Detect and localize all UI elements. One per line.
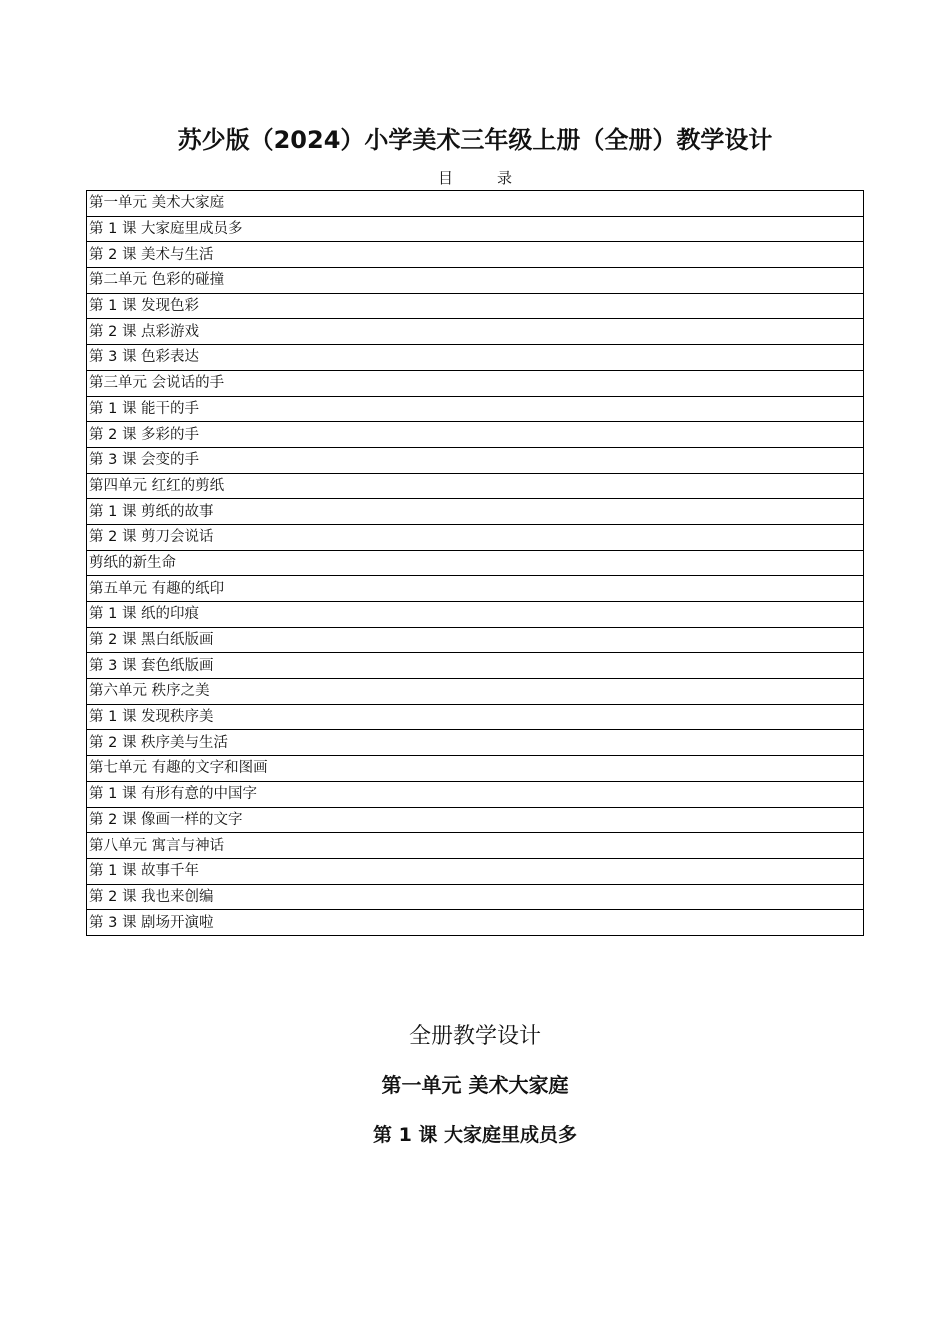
toc-entry: 第 1 课 有形有意的中国字 (87, 781, 864, 807)
toc-entry: 第 1 课 大家庭里成员多 (87, 216, 864, 242)
toc-row (87, 524, 864, 550)
toc-row (87, 781, 864, 807)
toc-row (87, 704, 864, 730)
toc-row (87, 627, 864, 653)
toc-entry: 第 2 课 剪刀会说话 (87, 524, 864, 550)
toc-row (87, 293, 864, 319)
document-title: 苏少版（2024）小学美术三年级上册（全册）教学设计 (177, 126, 773, 154)
toc-entry: 第八单元 寓言与神话 (87, 833, 864, 859)
toc-row (87, 756, 864, 782)
toc-entry: 第 2 课 我也来创编 (87, 884, 864, 910)
toc-entry: 第三单元 会说话的手 (87, 370, 864, 396)
toc-row (87, 550, 864, 576)
toc-row (87, 858, 864, 884)
toc-row (87, 268, 864, 294)
toc-row (87, 910, 864, 936)
toc-entry: 第 2 课 美术与生活 (87, 242, 864, 268)
toc-row (87, 370, 864, 396)
toc-entry: 第五单元 有趣的纸印 (87, 576, 864, 602)
toc-row (87, 833, 864, 859)
toc-entry: 第 2 课 点彩游戏 (87, 319, 864, 345)
toc-table (86, 190, 864, 936)
toc-entry: 第 2 课 多彩的手 (87, 422, 864, 448)
toc-row (87, 807, 864, 833)
toc-row (87, 730, 864, 756)
toc-entry: 第 1 课 故事千年 (87, 858, 864, 884)
toc-row (87, 191, 864, 217)
toc-entry: 第 1 课 发现秩序美 (87, 704, 864, 730)
toc-row (87, 653, 864, 679)
toc-row (87, 602, 864, 628)
toc-entry: 第七单元 有趣的文字和图画 (87, 756, 864, 782)
toc-entry: 第 1 课 纸的印痕 (87, 602, 864, 628)
toc-entry: 第二单元 色彩的碰撞 (87, 268, 864, 294)
toc-entry: 第 2 课 像画一样的文字 (87, 807, 864, 833)
toc-row (87, 473, 864, 499)
toc-entry: 第六单元 秩序之美 (87, 679, 864, 705)
toc-entry: 第 2 课 黑白纸版画 (87, 627, 864, 653)
toc-entry: 第 3 课 剧场开演啦 (87, 910, 864, 936)
toc-heading-right: 录 (497, 169, 513, 187)
toc-entry: 第 3 课 会变的手 (87, 447, 864, 473)
toc-row (87, 216, 864, 242)
toc-row (87, 319, 864, 345)
toc-row (87, 679, 864, 705)
toc-entry: 剪纸的新生命 (87, 550, 864, 576)
toc-heading-left: 目 (437, 169, 453, 187)
toc-heading (0, 168, 950, 188)
toc-entry: 第 1 课 发现色彩 (87, 293, 864, 319)
toc-entry: 第 3 课 套色纸版画 (87, 653, 864, 679)
toc-row (87, 499, 864, 525)
toc-row (87, 242, 864, 268)
toc-row (87, 422, 864, 448)
toc-entry: 第 1 课 能干的手 (87, 396, 864, 422)
lesson-heading: 第 1 课 大家庭里成员多 (372, 1124, 578, 1146)
toc-entry: 第 3 课 色彩表达 (87, 345, 864, 371)
toc-row (87, 396, 864, 422)
toc-row (87, 884, 864, 910)
section-heading: 全册教学设计 (408, 1024, 541, 1049)
toc-row (87, 447, 864, 473)
toc-entry: 第 1 课 剪纸的故事 (87, 499, 864, 525)
toc-entry: 第一单元 美术大家庭 (87, 191, 864, 217)
toc-entry: 第 2 课 秩序美与生活 (87, 730, 864, 756)
toc-entry: 第四单元 红红的剪纸 (87, 473, 864, 499)
toc-row (87, 345, 864, 371)
toc-row (87, 576, 864, 602)
unit-heading: 第一单元 美术大家庭 (381, 1073, 569, 1097)
